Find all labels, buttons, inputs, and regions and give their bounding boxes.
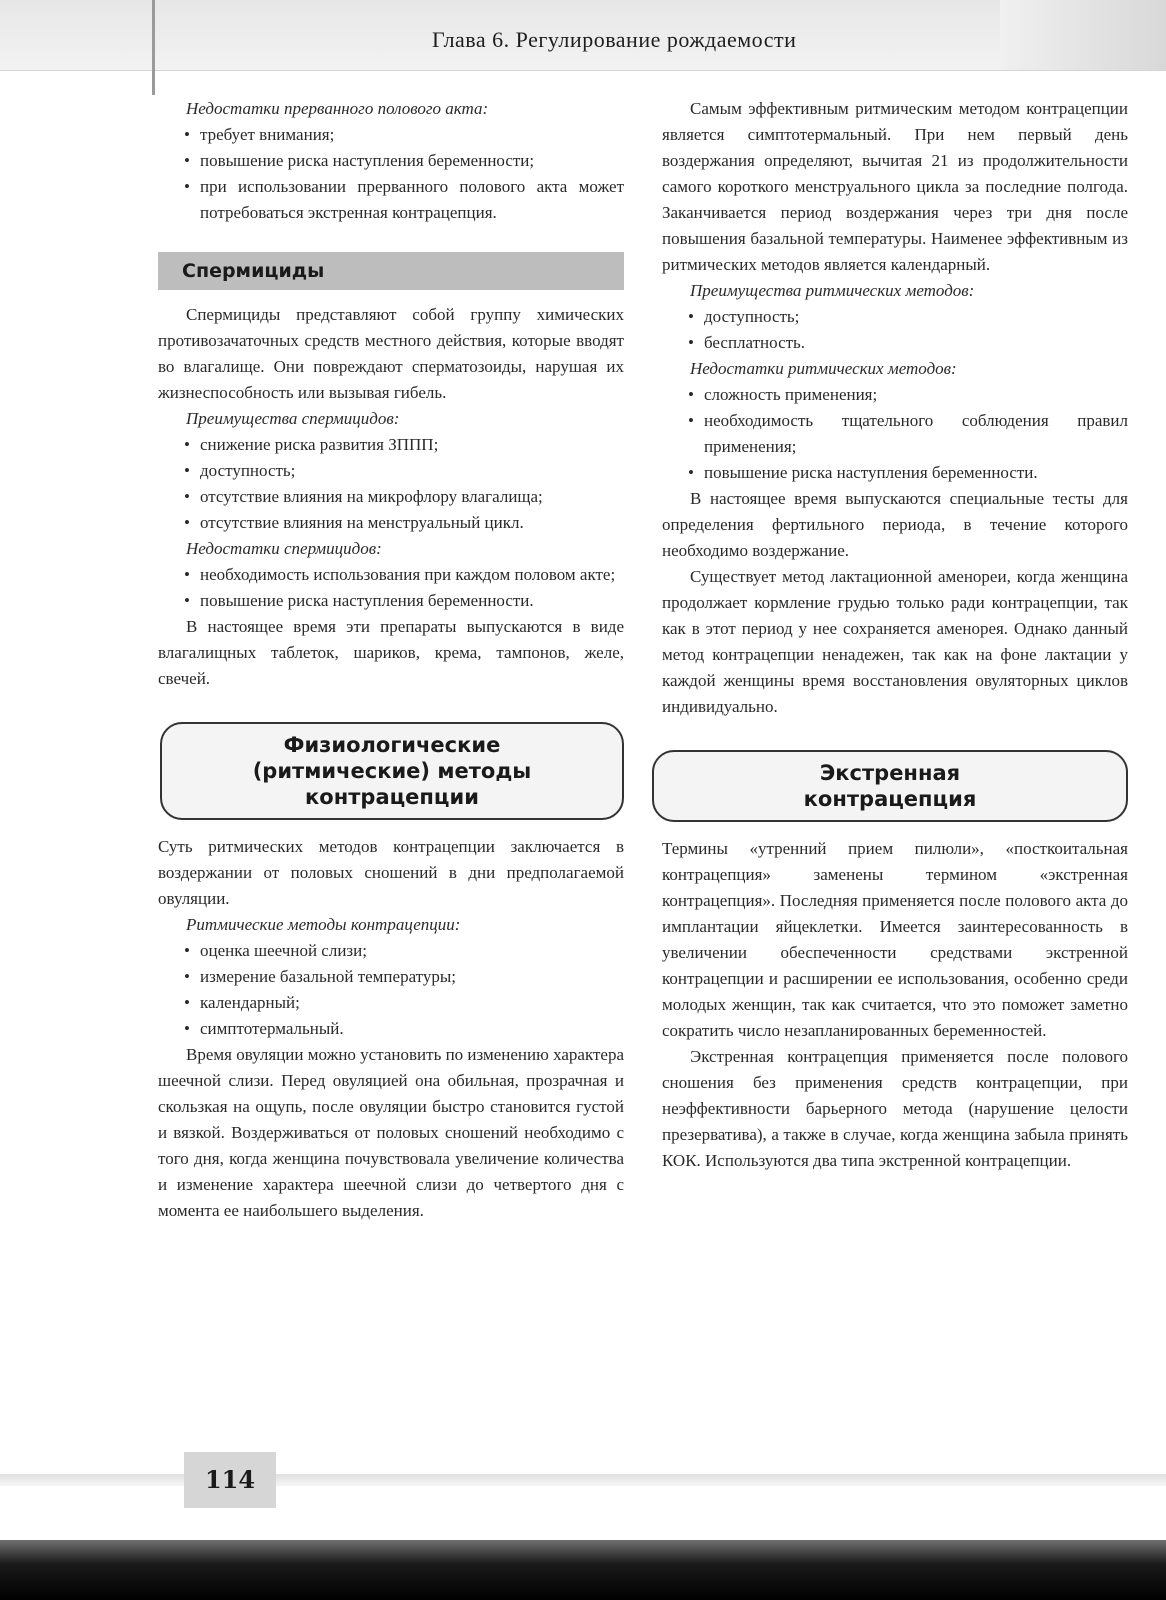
- list-item: • календарный;: [158, 990, 624, 1016]
- coitus-interruptus-cons-list: [158, 122, 624, 226]
- rhythm-pros-list: [662, 304, 1128, 356]
- list-item: • требует внимания;: [158, 122, 624, 148]
- rhythm-methods-list: [158, 938, 624, 1042]
- scan-edge-shadow: [0, 1540, 1166, 1600]
- heading-line: контрацепции: [305, 785, 479, 809]
- heading-line: контрацепция: [803, 787, 977, 811]
- heading-line: Физиологические: [283, 733, 501, 757]
- heading-line: (ритмические) методы: [252, 759, 532, 783]
- header-corner-shade: [1000, 0, 1166, 70]
- list-item: • доступность;: [158, 458, 624, 484]
- rhythm-methods-heading: [160, 722, 624, 820]
- list-item: • симптотермальный.: [158, 1016, 624, 1042]
- page-header: [0, 0, 1166, 71]
- left-column: [158, 96, 624, 1224]
- list-item: • измерение базальной температуры;: [158, 964, 624, 990]
- rhythm-cons-list: [662, 382, 1128, 486]
- emergency-contraception-heading: [652, 750, 1128, 822]
- list-item: • повышение риска наступления беременности.: [662, 460, 1128, 486]
- emergency-text-1: Термины «утренний прием пилюли», «посткоитальная контрацепция» заменены термином «экстренная контрацепция». Последняя применяется после полового акта до имплантации яйцеклетки. Имеется заинтересованность в увеличении обеспеченности средствами экстренной контрацепции и расширении ее использования, особенно среди молодых женщин, так как считается, что это поможет заметно сократить число незапланированных беременностей.: [662, 839, 1128, 1040]
- fertility-tests-text: В настоящее время выпускаются специальные тесты для определения фертильного периода, в течение которого необходимо воздержание.: [662, 489, 1128, 560]
- spermicides-heading: Спермициды: [158, 252, 624, 290]
- rhythm-methods-title: Ритмические методы контрацепции:: [186, 915, 461, 934]
- rhythm-pros-title: Преимущества ритмических методов:: [690, 281, 975, 300]
- list-item: • необходимость использования при каждом половом акте;: [158, 562, 624, 588]
- list-item: • необходимость тщательного соблюдения правил применения;: [662, 408, 1128, 460]
- spermicides-pros-title: Преимущества спермицидов:: [186, 409, 400, 428]
- list-item: • повышение риска наступления беременности.: [158, 588, 624, 614]
- heading-line: Экстренная: [819, 761, 961, 785]
- chapter-title: Глава 6. Регулирование рождаемости: [432, 27, 797, 52]
- list-item: • повышение риска наступления беременности;: [158, 148, 624, 174]
- right-column: [662, 96, 1128, 1174]
- margin-line: [152, 0, 155, 95]
- spermicides-cons-list: [158, 562, 624, 614]
- page-number: 114: [184, 1452, 276, 1508]
- list-item: • отсутствие влияния на менструальный цикл.: [158, 510, 624, 536]
- spermicides-cons-title: Недостатки спермицидов:: [186, 539, 382, 558]
- list-item: • сложность применения;: [662, 382, 1128, 408]
- list-item: • бесплатность.: [662, 330, 1128, 356]
- footer-bar: [0, 1474, 1166, 1486]
- ovulation-text: Время овуляции можно установить по изменению характера шеечной слизи. Перед овуляцией она обильная, прозрачная и скользкая на ощупь, после овуляции быстро становится густой и вязкой. Воздерживаться от половых сношений необходимо с того дня, когда женщина почувствовала увеличение количества и изменение характера шеечной слизи до четвертого дня с момента ее наибольшего выделения.: [158, 1045, 624, 1220]
- symptothermal-text: Самым эффективным ритмическим методом контрацепции является симптотермальный. При нем первый день воздержания определяют, вычитая 21 из продолжительности самого короткого менструального цикла за последние полгода. Заканчивается период воздержания через три дня после повышения базальной температуры. Наименее эффективным из ритмических методов является календарный.: [662, 99, 1128, 274]
- list-item: • оценка шеечной слизи;: [158, 938, 624, 964]
- list-item: • отсутствие влияния на микрофлору влагалища;: [158, 484, 624, 510]
- list-item: • снижение риска развития ЗППП;: [158, 432, 624, 458]
- rhythm-intro: Суть ритмических методов контрацепции заключается в воздержании от половых сношений в дни предполагаемой овуляции.: [158, 837, 624, 908]
- spermicides-intro: Спермициды представляют собой группу химических противозачаточных средств местного действия, которые вводят во влагалище. Они повреждают сперматозоиды, нарушая их жизнеспособность или вызывая гибель.: [158, 305, 624, 402]
- lactation-text: Существует метод лактационной аменореи, когда женщина продолжает кормление грудью только ради контрацепции, так как в этот период у нее сохраняется аменорея. Однако данный метод контрацепции ненадежен, так как на фоне лактации у каждой женщины время восстановления овуляторных циклов индивидуально.: [662, 567, 1128, 716]
- rhythm-cons-title: Недостатки ритмических методов:: [690, 359, 957, 378]
- spermicides-forms: В настоящее время эти препараты выпускаются в виде влагалищных таблеток, шариков, крема, тампонов, желе, свечей.: [158, 617, 624, 688]
- emergency-text-2: Экстренная контрацепция применяется после полового сношения без применения средств контрацепции, при неэффективности барьерного метода (нарушение целости презерватива), а также в случае, когда женщина забыла принять КОК. Используются два типа экстренной контрацепции.: [662, 1047, 1128, 1170]
- list-item: • при использовании прерванного полового акта может потребоваться экстренная контрацепция.: [158, 174, 624, 226]
- list-item: • доступность;: [662, 304, 1128, 330]
- spermicides-pros-list: [158, 432, 624, 536]
- coitus-interruptus-cons-title: Недостатки прерванного полового акта:: [186, 99, 489, 118]
